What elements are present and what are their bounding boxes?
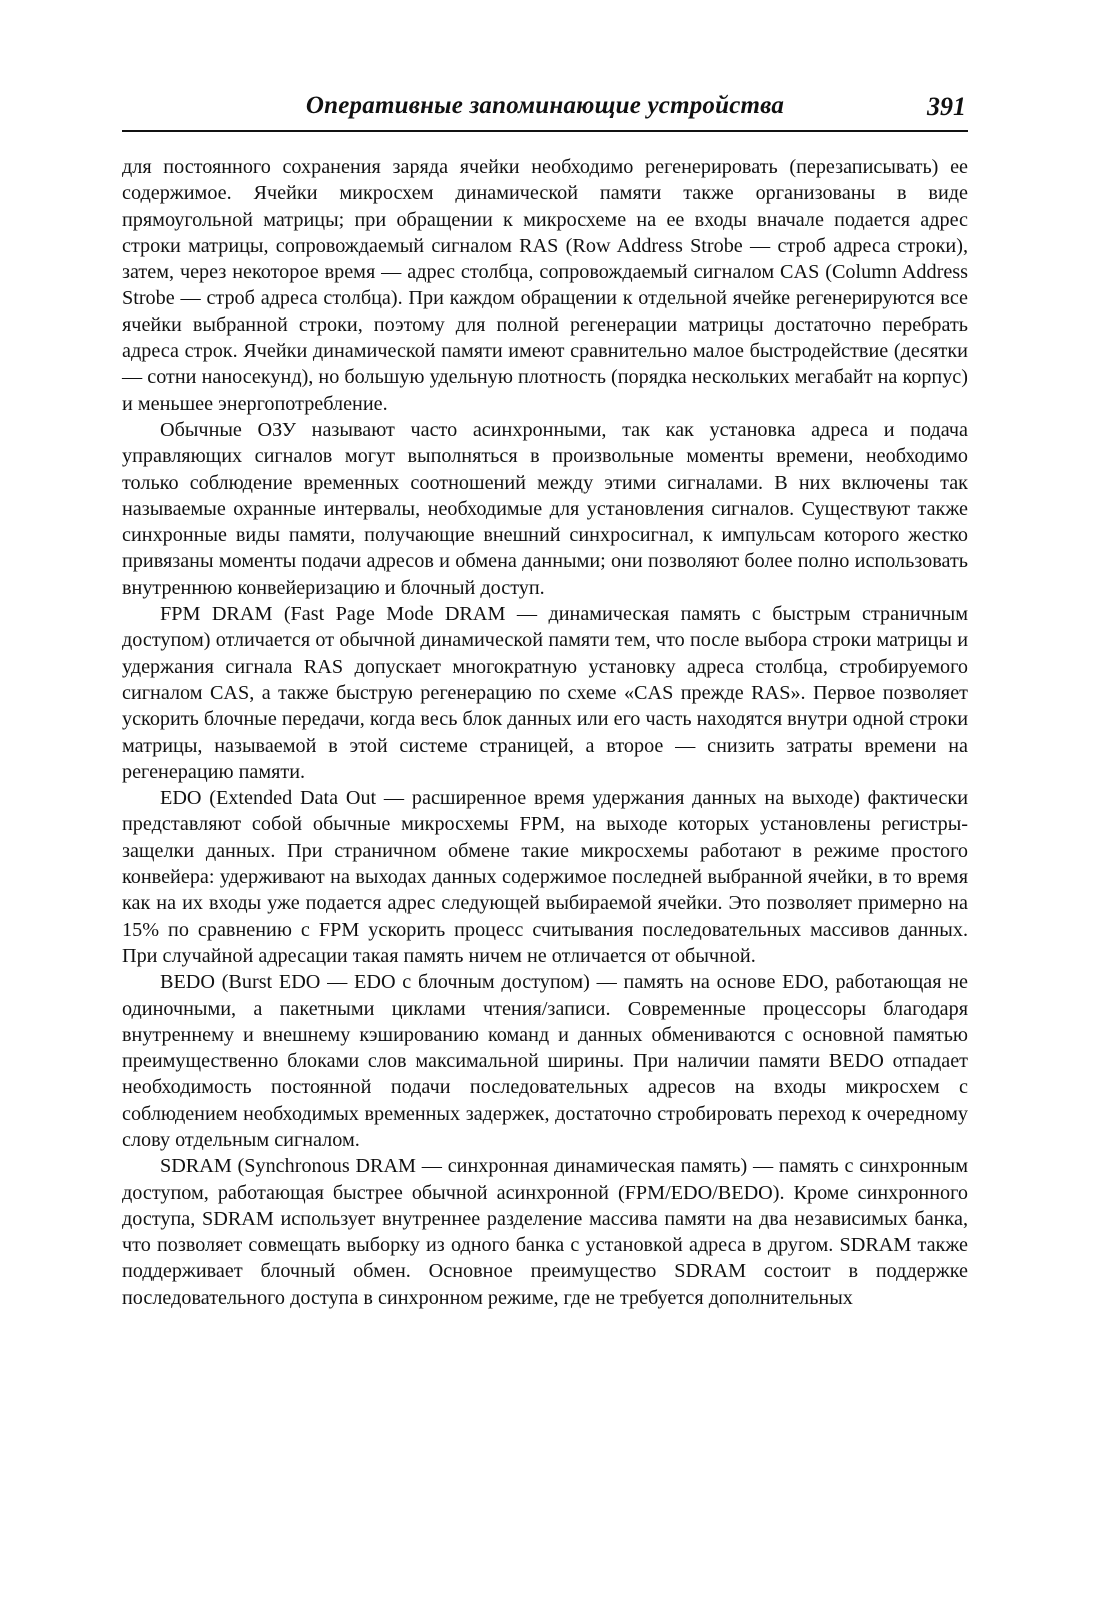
paragraph-edo: EDO (Extended Data Out — расширенное время удержания данных на выходе) фактически представляют собой обычные микросхемы FPM, на выходе которых установлены регистры-защелки данных. При страничном обмене такие микросхемы работают в режиме простого конвейера: удерживают на выходах данных содержимое последней выбранной ячейки, в то время как на их входы уже подается адрес следующей выбираемой ячейки. Это позволяет примерно на 15% по сравнению с FPM ускорить процесс считывания последовательных массивов данных. При случайной адресации такая память ничем не отличается от обычной. bbox=[122, 787, 968, 967]
paragraph-sdram: SDRAM (Synchronous DRAM — синхронная динамическая память) — память с синхронным доступом, работающая быстрее обычной асинхронной (FPM/EDO/BEDO). Кроме синхронного доступа, SDRAM использует внутреннее разделение массива памяти на два независимых банка, что позволяет совмещать выборку из одного банка с установкой адреса в другом. SDRAM также поддерживает блочный обмен. Основное преимущество SDRAM состоит в поддержке последовательного доступа в синхронном режиме, где не требуется дополнительных bbox=[122, 1155, 968, 1309]
paragraph-async-memory: Обычные ОЗУ называют часто асинхронными, так как установка адреса и подача управляющих сигналов могут выполняться в произвольные моменты времени, необходимо только соблюдение временных соотношений между этими сигналами. В них включены так называемые охранные интервалы, необходимые для установления сигналов. Существуют также синхронные виды памяти, получающие внешний синхросигнал, к импульсам которого жестко привязаны моменты подачи адресов и обмена данными; они позволяют более полно использовать внутреннюю конвейеризацию и блочный доступ. bbox=[122, 418, 968, 599]
running-header bbox=[122, 78, 968, 132]
page-number: 391 bbox=[927, 92, 966, 121]
paragraph-fpm-dram: FPM DRAM (Fast Page Mode DRAM — динамическая память с быстрым страничным доступом) отличается от обычной динамической памяти тем, что после выбора строки матрицы и удержания сигнала RAS допускает многократную установку адреса столбца, стробируемого сигналом CAS, а также быструю регенерацию по схеме «CAS прежде RAS». Первое позволяет ускорить блочные передачи, когда весь блок данных или его часть находятся внутри одной строки матрицы, называемой в этой системе страницей, а второе — снизить затраты времени на регенерацию памяти. bbox=[122, 603, 968, 783]
body-text bbox=[122, 154, 968, 1311]
header-title: Оперативные запоминающие устройства bbox=[305, 92, 785, 119]
paragraph-dram-regeneration: для постоянного сохранения заряда ячейки необходимо регенерировать (перезаписывать) ее содержимое. Ячейки микросхем динамической памяти также организованы в виде прямоугольной матрицы; при обращении к микросхеме на ее входы вначале подается адрес строки матрицы, сопровождаемый сигналом RAS (Row Address Strobe — строб адреса строки), затем, через некоторое время — адрес столбца, сопровождаемый сигналом CAS (Column Address Strobe — строб адреса столбца). При каждом обращении к отдельной ячейке регенерируются все ячейки выбранной строки, поэтому для полной регенерации матрицы достаточно перебрать адреса строк. Ячейки динамической памяти имеют сравнительно малое быстродействие (десятки — сотни наносекунд), но большую удельную плотность (порядка нескольких мегабайт на корпус) и меньшее энергопотребление. bbox=[122, 156, 968, 415]
paragraph-bedo: BEDO (Burst EDO — EDO с блочным доступом) — память на основе EDO, работающая не одиночными, а пакетными циклами чтения/записи. Современные процессоры благодаря внутреннему и внешнему кэшированию команд и данных обмениваются с основной памятью преимущественно блоками слов максимальной ширины. При наличии памяти BEDO отпадает необходимость постоянной подачи последовательных адресов на входы микросхем с соблюдением необходимых временных задержек, достаточно стробировать переход к очередному слову отдельным сигналом. bbox=[122, 971, 968, 1151]
